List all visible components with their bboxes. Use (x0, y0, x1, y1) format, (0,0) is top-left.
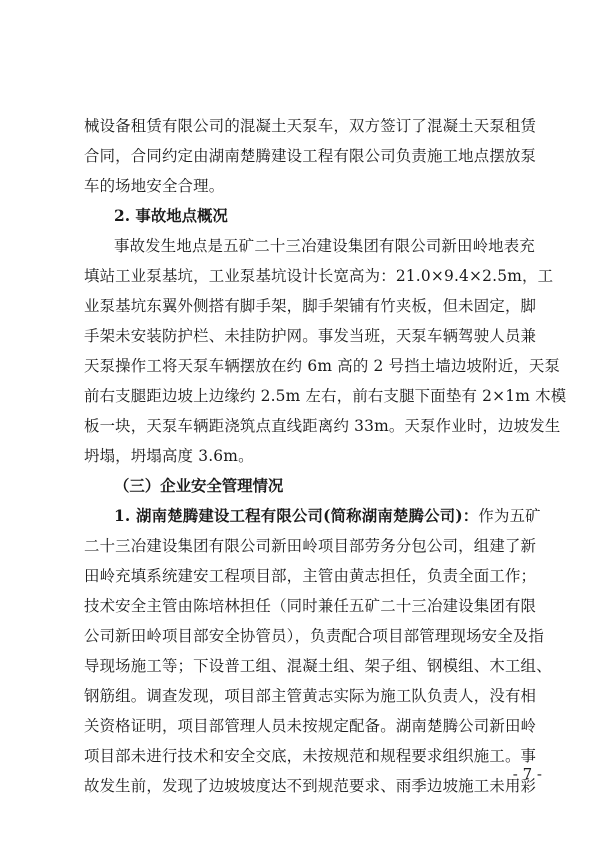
para3-line6: 导现场施工等；下设普工组、混凝土组、架子组、钢模组、木工组、 (84, 657, 552, 675)
para3-line3: 田岭充填系统建安工程项目部，主管由黄志担任，负责全面工作； (84, 567, 537, 585)
page-number: - 7 - (512, 765, 542, 783)
section-heading-safety-management: （三）企业安全管理情况 (114, 477, 284, 495)
para2-line5: 天泵操作工将天泵车辆摆放在约 6m 高的 2 号挡土墙边坡附近，天泵 (84, 357, 561, 375)
para3-line5: 公司新田岭项目部安全协管员），负责配合项目部管理现场安全及指 (84, 627, 545, 645)
section-heading-accident-location: 2. 事故地点概况 (114, 207, 228, 225)
para2-line1: 事故发生地点是五矿二十三冶建设集团有限公司新田岭地表充 (114, 237, 535, 255)
para2-line4: 手架未安装防护栏、未挂防护网。事发当班，天泵车辆驾驶人员兼 (84, 327, 537, 345)
para3-line2: 二十三冶建设集团有限公司新田岭项目部劳务分包公司，组建了新 (84, 537, 537, 555)
para3-line8: 关资格证明，项目部管理人员未按规定配备。湖南楚腾公司新田岭 (84, 717, 537, 735)
para1-line1: 械设备租赁有限公司的混凝土天泵车，双方签订了混凝土天泵租赁 (84, 117, 537, 135)
para2-line8: 坍塌，坍塌高度 3.6m。 (84, 447, 254, 465)
para3-line10: 故发生前，发现了边坡坡度达不到规范要求、雨季边坡施工未用彩 (84, 777, 537, 795)
para1-line3: 车的场地安全合理。 (84, 177, 225, 195)
para3-line4: 技术安全主管由陈培林担任（同时兼任五矿二十三冶建设集团有限 (84, 597, 537, 615)
para1-line2: 合同，合同约定由湖南楚腾建设工程有限公司负责施工地点摆放泵 (84, 147, 537, 165)
para3-line1 (114, 502, 541, 530)
para2-line6: 前右支腿距边坡上边缘约 2.5m 左右，前右支腿下面垫有 2×1m 木模 (84, 387, 567, 405)
para3-line1-rest: 作为五矿 (478, 507, 541, 525)
para3-line9: 项目部未进行技术和安全交底，未按规范和规程要求组织施工。事 (84, 747, 537, 765)
company-name-bold: 1. 湖南楚腾建设工程有限公司(简称湖南楚腾公司)： (114, 507, 479, 525)
para2-line3: 业泵基坑东翼外侧搭有脚手架，脚手架铺有竹夹板，但未固定，脚 (84, 297, 537, 315)
para3-line7: 钢筋组。调查发现，项目部主管黄志实际为施工队负责人，没有相 (84, 687, 537, 705)
para2-line7: 板一块，天泵车辆距浇筑点直线距离约 33m。天泵作业时，边坡发生 (84, 417, 561, 435)
para2-line2: 填站工业泵基坑，工业泵基坑设计长宽高为：21.0×9.4×2.5m，工 (84, 267, 554, 285)
